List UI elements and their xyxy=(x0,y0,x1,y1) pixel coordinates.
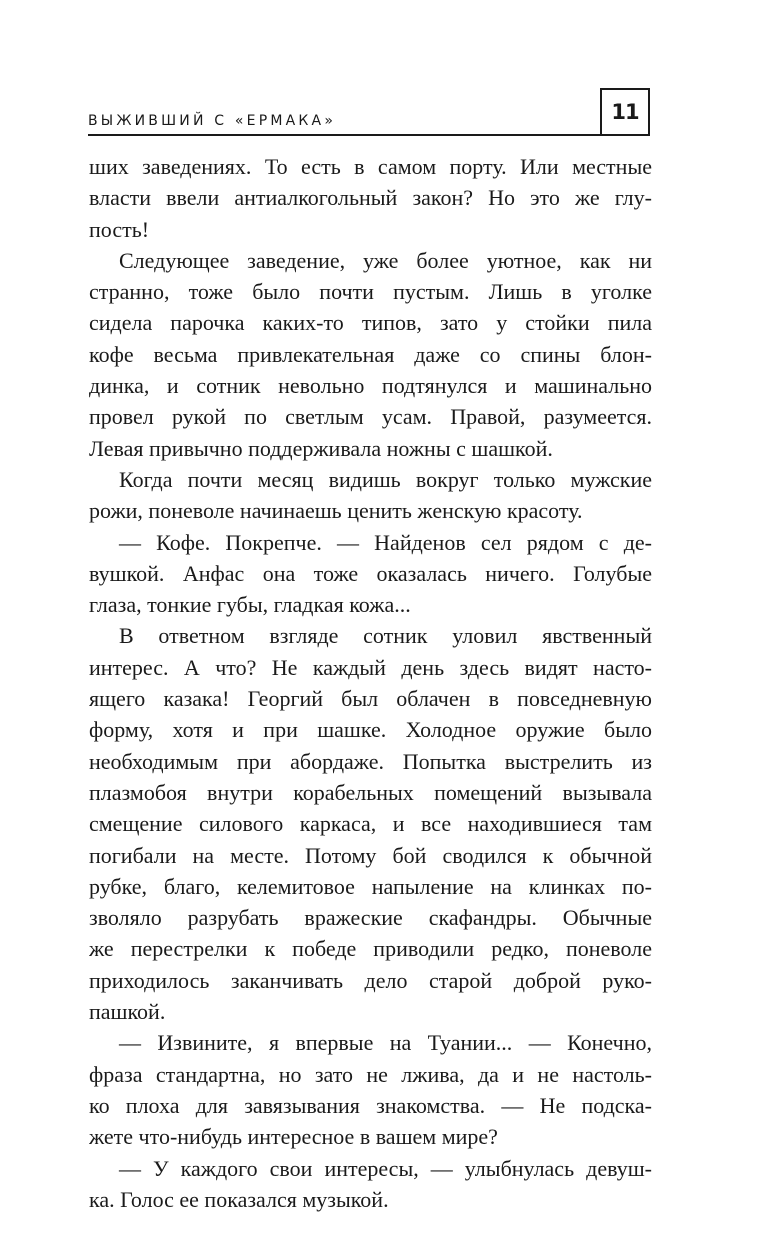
page-number-box xyxy=(600,88,650,134)
text-line: — У каждого свои интересы, — улыбнулась девуш- xyxy=(119,1155,652,1181)
text-line: динка, и сотник невольно подтянулся и машинально xyxy=(89,373,652,399)
text-line: Когда почти месяц видишь вокруг только мужские xyxy=(119,466,652,492)
paragraph xyxy=(89,527,652,621)
text-line: плазмобоя внутри корабельных помещений вызывала xyxy=(89,779,652,805)
text-line: зволяло разрубать вражеские скафандры. Обычные xyxy=(89,905,652,931)
text-line: же перестрелки к победе приводили редко, поневоле xyxy=(89,936,652,962)
text-line: кофе весьма привлекательная даже со спины блон- xyxy=(89,341,652,367)
running-title: ВЫЖИВШИЙ С «ЕРМАКА» xyxy=(88,113,337,129)
text-line: погибали на месте. Потому бой сводился к обычной xyxy=(89,842,652,868)
text-line: необходимым при абордаже. Попытка выстрелить из xyxy=(89,748,652,774)
text-line: пость! xyxy=(89,216,150,242)
paragraph xyxy=(89,464,652,527)
text-line: глаза, тонкие губы, гладкая кожа... xyxy=(89,592,411,618)
text-line: ших заведениях. То есть в самом порту. Или местные xyxy=(89,154,652,179)
text-line: ко плоха для завязывания знакомства. — Не подска- xyxy=(89,1092,652,1118)
text-line: ящего казака! Георгий был облачен в повседневную xyxy=(89,686,652,712)
text-line: Следующее заведение, уже более уютное, как ни xyxy=(119,247,652,273)
paragraph xyxy=(89,245,652,464)
paragraph xyxy=(89,151,652,245)
text-line: пашкой. xyxy=(89,999,166,1025)
text-line: ка. Голос ее показался музыкой. xyxy=(89,1186,389,1212)
text-line: Левая привычно поддерживала ножны с шашкой. xyxy=(89,435,553,461)
running-header xyxy=(88,88,650,136)
text-line: интерес. А что? Не каждый день здесь видят насто- xyxy=(89,654,652,680)
text-line: фраза стандартна, но зато не лжива, да и не настоль- xyxy=(89,1061,652,1087)
text-line: — Кофе. Покрепче. — Найденов сел рядом с де- xyxy=(119,529,652,555)
text-line: власти ввели антиалкогольный закон? Но это же глу- xyxy=(89,185,652,211)
text-line: смещение силового каркаса, и все находившиеся там xyxy=(89,811,652,837)
text-line: — Извините, я впервые на Туании... — Конечно, xyxy=(119,1030,652,1056)
text-line: провел рукой по светлым усам. Правой, разумеется. xyxy=(89,404,652,430)
text-line: рубке, благо, келемитовое напыление на клинках по- xyxy=(89,873,652,899)
text-line: сидела парочка каких-то типов, зато у стойки пила xyxy=(89,310,652,336)
header-rule xyxy=(88,134,650,136)
body-text xyxy=(89,151,652,1215)
text-line: форму, хотя и при шашке. Холодное оружие было xyxy=(89,717,652,743)
page-number: 11 xyxy=(611,100,639,124)
text-line: В ответном взгляде сотник уловил явственный xyxy=(119,623,652,649)
text-line: жете что-нибудь интересное в вашем мире? xyxy=(89,1124,498,1150)
text-line: странно, тоже было почти пустым. Лишь в уголке xyxy=(89,279,652,305)
text-line: вушкой. Анфас она тоже оказалась ничего. Голубые xyxy=(89,560,652,586)
text-line: рожи, поневоле начинаешь ценить женскую красоту. xyxy=(89,498,583,524)
text-line: приходилось заканчивать дело старой доброй руко- xyxy=(89,967,652,993)
paragraph xyxy=(89,1153,652,1216)
paragraph xyxy=(89,620,652,1027)
paragraph xyxy=(89,1027,652,1152)
